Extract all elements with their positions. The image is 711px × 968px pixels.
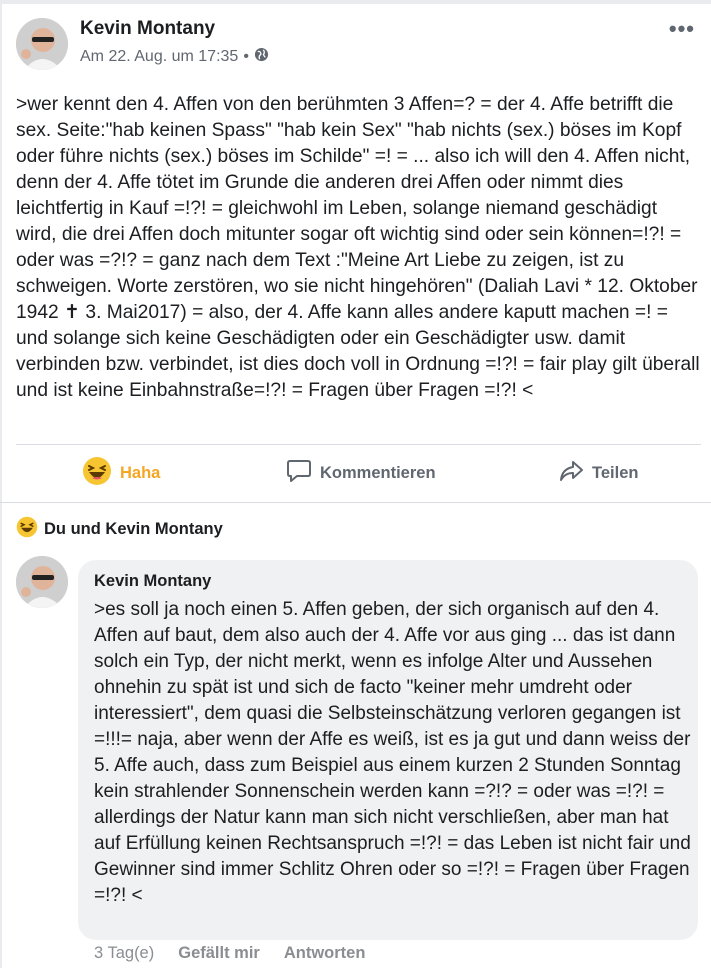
comment-actions — [94, 944, 365, 963]
more-options-icon[interactable]: ••• — [668, 16, 695, 41]
avatar[interactable] — [16, 18, 68, 70]
comment-time[interactable]: 3 Tag(e) — [94, 944, 155, 962]
reactions-summary-text: Du und Kevin Montany — [44, 520, 223, 538]
post-author[interactable]: Kevin Montany — [80, 18, 216, 39]
post-timestamp[interactable]: Am 22. Aug. um 17:35 — [80, 48, 239, 65]
comment-author[interactable]: Kevin Montany — [94, 572, 212, 590]
reactions-summary[interactable] — [16, 516, 223, 543]
post-meta — [80, 47, 269, 67]
share-label: Teilen — [592, 463, 639, 482]
comment-reply-button[interactable]: Antworten — [283, 944, 366, 962]
comment-icon — [286, 459, 312, 488]
share-icon — [558, 459, 584, 488]
meta-separator: • — [243, 48, 249, 65]
haha-icon — [82, 456, 112, 491]
comment-button[interactable] — [286, 446, 436, 500]
divider — [16, 444, 701, 445]
haha-reaction-icon — [16, 516, 38, 543]
globe-icon — [254, 47, 269, 67]
comment-label: Kommentieren — [320, 463, 436, 482]
comment-like-button[interactable]: Gefällt mir — [178, 944, 260, 962]
divider — [0, 502, 711, 503]
comment-avatar[interactable] — [16, 556, 68, 608]
post-actions — [0, 446, 709, 500]
share-button[interactable] — [558, 446, 638, 500]
comment-text: >es soll ja noch einen 5. Affen geben, der sich organisch auf den 4. Affen auf baut, dem also auch der 4. Affe vor aus ging ... das ist dann solch ein Typ, der nicht merkt, wenn es infolge Alter und Aussehen ohnehin zu spät ist und sich de facto "keiner mehr umdreht oder interessiert", dem quasi die Selbsteinschätzung verloren gegangen ist =!!!= naja, aber wenn der Affe es weiß, ist es ja gut und dann weiss der 5. Affe auch, dass zum Beispiel aus einem kurzen 2 Stunden Sonntag kein strahlender Sonnenschein werden kann =?!? = oder was =!?! = allerdings der Natur kann man sich nicht verschließen, aber man hat auf Erfüllung keinen Rechtsanspruch =!?! = das Leben ist nicht fair und Gewinner sind immer Schlitz Ohren oder so =!?! = Fragen über Fragen =!?! < — [94, 599, 691, 906]
haha-button[interactable] — [82, 446, 160, 500]
post-text: >wer kennt den 4. Affen von den berühmten 3 Affen=? = der 4. Affe betrifft die sex. Seite:"hab keinen Spass" "hab kein Sex" "hab nichts (sex.) böses im Kopf oder führe nichts (sex.) böses im Schilde" =! = ... also ich will den 4. Affen nicht, denn der 4. Affe tötet im Grunde die anderen drei Affen oder nimmt dies leichtfertig in Kauf =!?! = gleichwohl im Leben, solange niemand geschädigt wird, die drei Affen doch mitunter sogar oft wichtig sind oder sein können=!?! = oder was =?!? = ganz nach dem Text :"Meine Art Liebe zu zeigen, ist zu schweigen. Worte zerstören, wo sie nicht hingehören" (Daliah Lavi * 12. Oktober 1942 ✝ 3. Mai2017) = also, der 4. Affe kann alles andere kaputt machen =! = und solange sich keine Geschädigten oder ein Geschädigter usw. damit verbinden bzw. verbindet, ist dies doch voll in Ordnung =!?! = fair play gilt überall und ist keine Einbahnstraße=!?! = Fragen über Fragen =!?! < — [16, 94, 700, 401]
haha-label: Haha — [120, 463, 161, 482]
